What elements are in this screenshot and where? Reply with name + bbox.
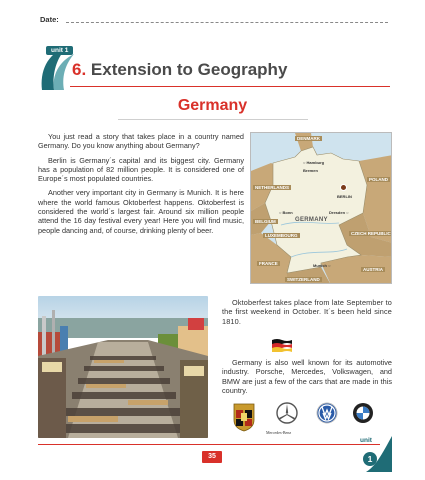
heading-rule xyxy=(118,119,308,120)
map-label-switzerland: SWITZERLAND xyxy=(287,277,320,282)
bmw-logo-icon xyxy=(352,402,374,424)
map-city-bonn: ○ Bonn xyxy=(279,210,293,215)
mercedes-logo-icon xyxy=(276,402,298,424)
map-label-belgium: BELGIUM xyxy=(255,219,276,224)
map-label-netherlands: NETHERLANDS xyxy=(255,185,290,190)
map-city-berlin: BERLIN xyxy=(337,194,352,199)
unit-corner-number: 1 xyxy=(363,452,377,466)
map-city-dresden: Dresden ○ xyxy=(329,210,349,215)
map-country-germany: GERMANY xyxy=(295,217,328,223)
german-flag-icon xyxy=(272,339,292,352)
berlin-paragraph: Berlin is Germany´s capital and its biggest city. Germany has a population of 82 million people. It is considered one of Europe´s most populated countries. xyxy=(38,155,244,184)
porsche-logo-icon xyxy=(232,402,256,432)
chapter-title xyxy=(72,60,287,80)
car-logos xyxy=(228,402,388,440)
mercedes-wordmark: Mercedes-Benz xyxy=(266,430,292,435)
map-city-hamburg: ○ Hamburg xyxy=(303,160,325,165)
unit-tab: unit 1 xyxy=(46,46,73,55)
map-label-austria: AUSTRIA xyxy=(363,267,383,272)
map-label-luxembourg: LUXEMBOURG xyxy=(265,233,298,238)
capital-marker-icon xyxy=(340,184,347,191)
page-title: Germany xyxy=(177,97,248,114)
oktoberfest-dates-paragraph: Oktoberfest takes place from late September to the first weekend in October. It´s been held since 1810. xyxy=(222,298,392,326)
date-line xyxy=(66,22,388,23)
unit-corner-label: unit xyxy=(360,437,372,444)
map-label-poland: POLAND xyxy=(369,177,388,182)
map-city-munich: Munich ○ xyxy=(313,263,331,268)
munich-paragraph: Another very important city in Germany is Munich. It is here where the world famous Oktoberfest happens. Oktoberfest is considered the world´s largest fair. Around six million people attend the 16 day festival every year! Here you will find music, people dancing and, of course, drinking plenty of beer. xyxy=(38,188,244,235)
volkswagen-logo-icon xyxy=(316,402,338,424)
map-city-bremen: Bremen xyxy=(303,168,318,173)
map-label-czech: CZECH REPUBLIC xyxy=(351,231,391,236)
left-text-column xyxy=(38,132,244,240)
date-row xyxy=(40,15,390,29)
date-label: Date: xyxy=(40,15,59,24)
footer-rule xyxy=(38,444,380,445)
map-label-france: FRANCE xyxy=(259,261,278,266)
automotive-paragraph: Germany is also well known for its automotive industry. Porsche, Mercedes, Volkswagen, and BMW are just a few of the cars that are made in this country. xyxy=(222,358,392,395)
page-number: 35 xyxy=(202,451,222,463)
germany-map xyxy=(250,132,392,284)
chapter-header xyxy=(38,44,390,92)
chapter-title-text: Extension to Geography xyxy=(90,60,288,79)
intro-paragraph: You just read a story that takes place in a country named Germany. Do you know anything about Germany? xyxy=(38,132,244,151)
map-label-denmark: DENMARK xyxy=(297,136,320,141)
oktoberfest-photo xyxy=(38,296,208,438)
header-rule xyxy=(70,86,390,87)
chapter-number: 6. xyxy=(72,60,87,79)
